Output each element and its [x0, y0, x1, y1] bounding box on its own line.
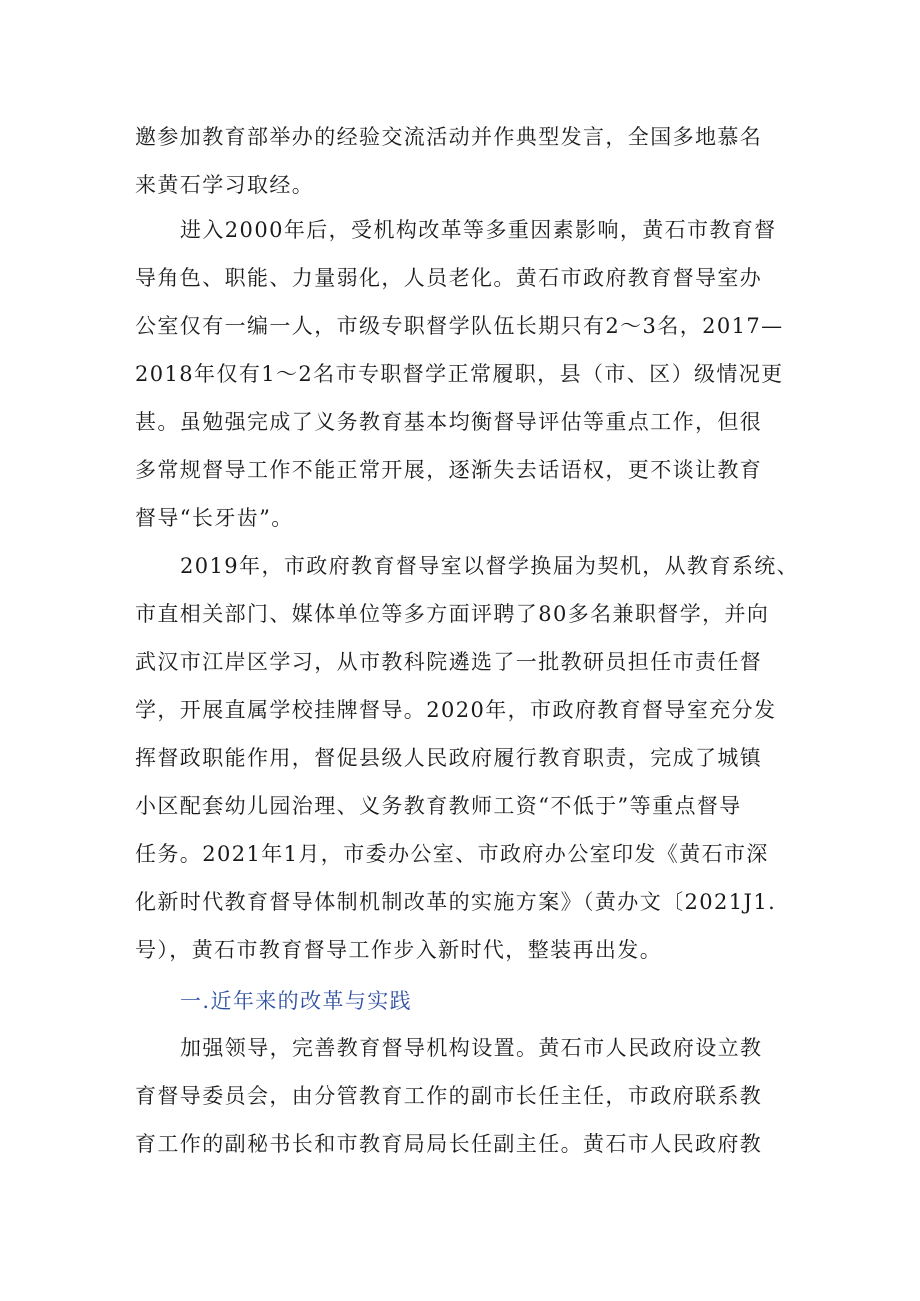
text-line: 2018年仅有1～2名市专职督学正常履职，县（市、区）级情况更	[135, 362, 784, 386]
text-line: 育督导委员会，由分管教育工作的副市长任主任，市政府联系教	[135, 1084, 763, 1108]
section-heading: 一.近年来的改革与实践	[180, 989, 413, 1013]
text-line: 2019年，市政府教育督导室以督学换届为契机，从教育系统、	[180, 554, 800, 578]
text-line: 学，开展直属学校挂牌督导。2020年，市政府教育督导室充分发	[135, 698, 777, 722]
text-line: 化新时代教育督导体制机制改革的实施方案》（黄办文〔2021J1.	[135, 890, 777, 914]
text-line: 加强领导，完善教育督导机构设置。黄石市人民政府设立教	[180, 1036, 763, 1060]
text-line: 来黄石学习取经。	[135, 173, 315, 197]
text-line: 市直相关部门、媒体单位等多方面评聘了80多名兼职督学，并向	[135, 602, 770, 626]
text-line: 武汉市江岸区学习，从市教科院遴选了一批教研员担任市责任督	[135, 650, 763, 674]
paragraph-2	[135, 206, 791, 542]
text-line: 任务。2021年1月，市委办公室、市政府办公室印发《黄石市深	[135, 842, 769, 866]
text-line: 邀参加教育部举办的经验交流活动并作典型发言，全国多地慕名	[135, 125, 763, 149]
text-line: 督导“长牙齿”。	[135, 506, 294, 530]
text-line: 育工作的副秘书长和市教育局局长任副主任。黄石市人民政府教	[135, 1132, 763, 1156]
text-line: 小区配套幼儿园治理、义务教育教师工资“不低于”等重点督导	[135, 794, 742, 818]
text-line: 挥督政职能作用，督促县级人民政府履行教育职责，完成了城镇	[135, 746, 763, 770]
text-line: 号），黄石市教育督导工作步入新时代，整装再出发。	[135, 938, 663, 962]
text-line: 进入2000年后，受机构改革等多重因素影响，黄石市教育督	[180, 218, 777, 242]
paragraph-4	[135, 1024, 791, 1168]
text-line: 甚。虽勉强完成了义务教育基本均衡督导评估等重点工作，但很	[135, 410, 763, 434]
text-line: 导角色、职能、力量弱化，人员老化。黄石市政府教育督导室办	[135, 266, 763, 290]
text-line: 公室仅有一编一人，市级专职督学队伍长期只有2～3名，2017—	[135, 314, 784, 338]
text-line: 多常规督导工作不能正常开展，逐渐失去话语权，更不谈让教育	[135, 458, 763, 482]
paragraph-1	[135, 113, 791, 209]
paragraph-3	[135, 542, 800, 974]
